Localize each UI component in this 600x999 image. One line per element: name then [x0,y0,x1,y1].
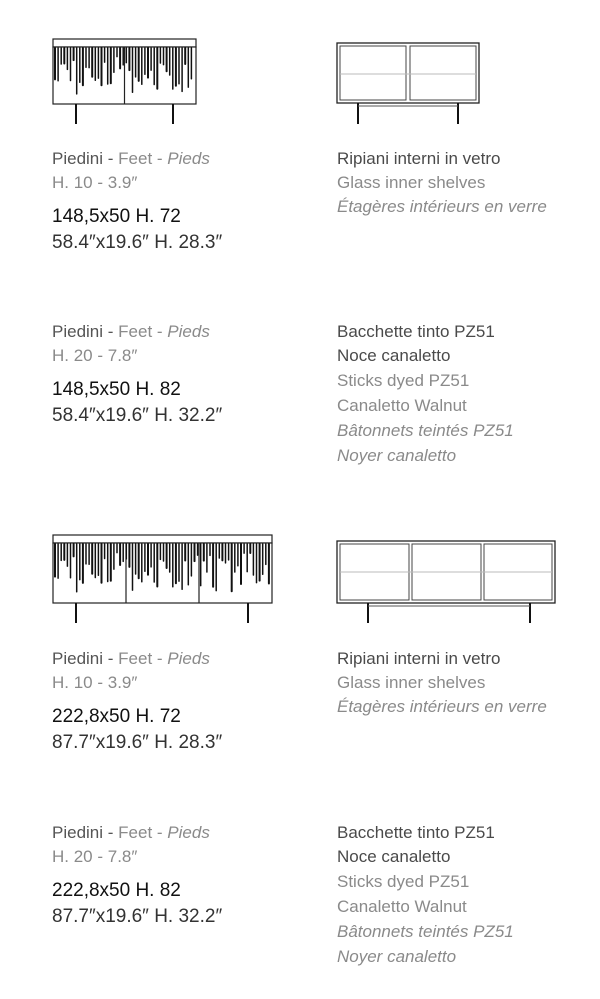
feet-en: Feet [118,322,153,341]
block2-feet-height: H. 20 - 7.8″ [52,346,138,365]
block1-dimensions-cm: 148,5x50 H. 72 [52,206,181,227]
block2-dimensions-inches: 58.4″x19.6″ H. 32.2″ [52,405,223,426]
sep: - [152,649,168,668]
block2-feet-label [52,320,210,344]
block3-right-line2: Glass inner shelves [337,673,486,692]
block3-right-line3: Étagères intérieurs en verre [337,697,547,716]
feet-it: Piedini [52,149,104,168]
block4-dimensions-cm: 222,8x50 H. 82 [52,880,181,901]
block4-right-line6: Noyer canaletto [337,947,457,966]
block4-right-line2: Noce canaletto [337,847,451,866]
feet-it: Piedini [52,649,104,668]
block4-right-line4: Canaletto Walnut [337,897,467,916]
feet-en: Feet [118,823,153,842]
block2-right-line6: Noyer canaletto [337,446,457,465]
sep: - [152,322,168,341]
feet-it: Piedini [52,322,104,341]
small-sideboard-front-drawing [52,38,198,128]
sep: - [103,823,119,842]
block1-right-line2: Glass inner shelves [337,173,486,192]
block1-feet-height: H. 10 - 3.9″ [52,173,138,192]
block2-dimensions-cm: 148,5x50 H. 82 [52,379,181,400]
feet-fr: Pieds [167,649,210,668]
block4-right-line5: Bâtonnets teintés PZ51 [337,922,514,941]
feet-en: Feet [118,649,153,668]
large-sideboard-open-drawing [336,540,558,626]
block1-feet-label [52,147,210,171]
block2-right-line2: Noce canaletto [337,346,451,365]
sep: - [103,149,119,168]
block4-dimensions-inches: 87.7″x19.6″ H. 32.2″ [52,906,223,927]
feet-fr: Pieds [167,322,210,341]
block3-right-line1: Ripiani interni in vetro [337,649,501,668]
feet-fr: Pieds [167,149,210,168]
block2-right-line5: Bâtonnets teintés PZ51 [337,421,514,440]
block3-feet-height: H. 10 - 3.9″ [52,673,138,692]
block4-right-line3: Sticks dyed PZ51 [337,872,470,891]
block1-right-line1: Ripiani interni in vetro [337,149,501,168]
feet-it: Piedini [52,823,104,842]
block3-dimensions-inches: 87.7″x19.6″ H. 28.3″ [52,732,223,753]
block1-dimensions-inches: 58.4″x19.6″ H. 28.3″ [52,232,223,253]
block3-feet-label [52,647,210,671]
block1-right-line3: Étagères intérieurs en verre [337,197,547,216]
sep: - [152,823,168,842]
block4-right-line1: Bacchette tinto PZ51 [337,823,495,842]
large-sideboard-front-drawing [52,534,274,626]
block2-right-line1: Bacchette tinto PZ51 [337,322,495,341]
block3-dimensions-cm: 222,8x50 H. 72 [52,706,181,727]
block4-feet-label [52,821,210,845]
block2-right-line4: Canaletto Walnut [337,396,467,415]
sep: - [103,649,119,668]
small-sideboard-open-drawing [336,42,482,128]
feet-en: Feet [118,149,153,168]
block4-feet-height: H. 20 - 7.8″ [52,847,138,866]
sep: - [152,149,168,168]
sep: - [103,322,119,341]
feet-fr: Pieds [167,823,210,842]
block2-right-line3: Sticks dyed PZ51 [337,371,470,390]
